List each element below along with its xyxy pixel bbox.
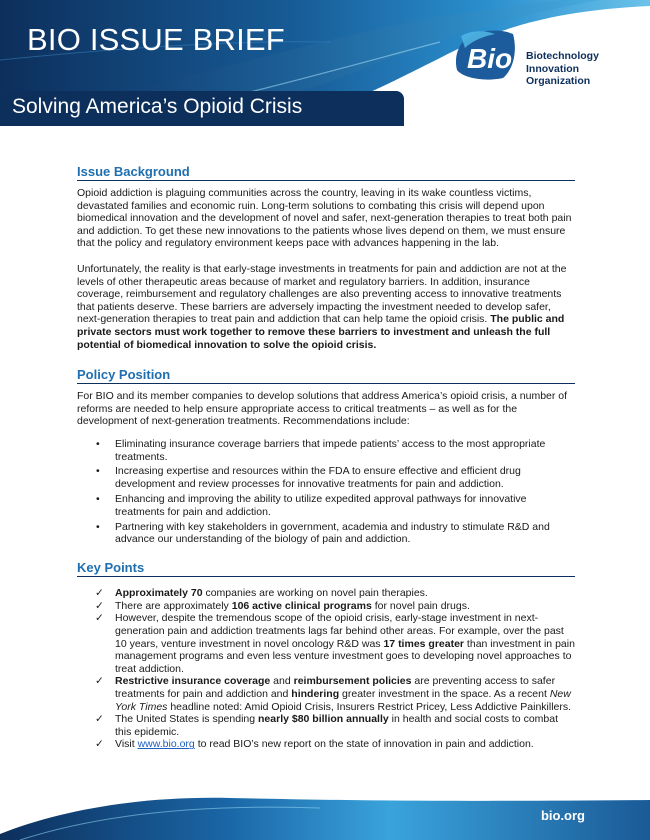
bullet-icon: • <box>96 437 100 450</box>
logo-line-2: Innovation <box>526 62 580 75</box>
footer-url: bio.org <box>540 808 585 823</box>
key-point-item <box>95 600 575 613</box>
brief-title: BIO ISSUE BRIEF <box>27 22 285 57</box>
checkmark-icon: ✓ <box>95 612 104 625</box>
list-item-text: Eliminating insurance coverage barriers that impede patients’ access to the most appropriate treatments. <box>115 437 546 463</box>
text: There are approximately <box>115 599 232 612</box>
bold-text: nearly $80 billion annually <box>258 713 389 726</box>
bold-text: 17 times greater <box>383 637 465 650</box>
text: are preventing access to safer treatments for pain and addiction and <box>115 675 556 700</box>
subtitle-bar <box>0 91 404 126</box>
list-item <box>77 465 575 490</box>
issue-background-paragraph-1: Opioid addiction is plaguing communities across the country, leaving in its wake countless victims, devastated families and economic ruin. Long-term solutions to combating this crisis will depend upon biomedical innovation and the development of novel and safer, next-generation therapies to treat both pain and addiction. To get these new innovations to the patients whose lives depend on them, we must ensure that the policy and regulatory environment keeps pace with advances happening in the lab. <box>77 187 572 250</box>
key-point-item <box>95 713 575 738</box>
key-point-item <box>95 738 575 751</box>
list-item <box>77 521 575 546</box>
bullet-icon: • <box>96 520 100 533</box>
list-item-text: Enhancing and improving the ability to utilize expedited approval pathways for innovative treatments for pain and addiction. <box>115 493 527 518</box>
list-item <box>77 493 575 518</box>
issue-background-heading: Issue Background <box>77 164 575 181</box>
bold-text: 106 active clinical programs <box>231 599 372 612</box>
logo-line-3: Organization <box>526 75 591 87</box>
text: than investment in pain management programs and even less venture investment goes to developing novel approaches to treat addiction. <box>115 637 575 675</box>
recommendations-list <box>77 438 575 546</box>
bio-website-link[interactable]: www.bio.org <box>137 738 195 751</box>
list-item <box>77 438 575 463</box>
text: to read BIO’s new report on the state of innovation in pain and addiction. <box>194 738 534 751</box>
text: headline noted: Amid Opioid Crisis, Insurers Restrict Pricey, Less Addictive Painkillers. <box>167 700 572 713</box>
text: The United States is spending <box>115 713 259 726</box>
list-item-text: Partnering with key stakeholders in government, academia and industry to stimulate R&D and advance our understanding of the biology of pain and addiction. <box>115 520 550 546</box>
issue-background-paragraph-2 <box>77 263 575 351</box>
main-content <box>77 164 575 751</box>
key-points-list <box>77 587 575 751</box>
key-point-item <box>95 612 575 675</box>
logo-line-1: Biotechnology <box>526 50 599 62</box>
key-points-heading: Key Points <box>77 560 575 577</box>
text: companies are working on novel pain therapies. <box>202 587 428 600</box>
page-title: Solving America’s Opioid Crisis <box>12 95 303 118</box>
bio-logo-mark-icon <box>455 28 517 80</box>
text: in health and social costs to combat this epidemic. <box>115 713 558 738</box>
key-point-item <box>95 587 575 600</box>
bio-logo <box>455 28 605 88</box>
bold-text: Restrictive insurance coverage <box>115 675 271 688</box>
key-point-item <box>95 675 575 713</box>
checkmark-icon: ✓ <box>95 738 104 751</box>
bullet-icon: • <box>96 493 100 506</box>
footer-banner <box>0 790 650 840</box>
checkmark-icon: ✓ <box>95 599 104 612</box>
policy-position-heading: Policy Position <box>77 367 575 384</box>
logo-wordmark <box>526 50 599 88</box>
text: for novel pain drugs. <box>371 599 470 612</box>
checkmark-icon: ✓ <box>95 675 104 688</box>
text: Visit <box>115 738 138 751</box>
paragraph-bold-text: The public and private sectors must work together to remove these barriers to investment and unleash the full potential of biomedical innovation to solve the opioid crisis. <box>77 313 565 351</box>
text: However, despite the tremendous scope of the opioid crisis, early-stage investment in next-generation pain and addiction treatments lags far behind other areas. For example, over the past 10 years, venture investment in novel oncology R&D was <box>115 612 564 650</box>
bold-text: reimbursement policies <box>293 675 412 688</box>
checkmark-icon: ✓ <box>95 587 104 600</box>
text: greater investment in the space. As a recent <box>339 687 550 700</box>
bold-text: hindering <box>291 687 340 700</box>
policy-position-intro: For BIO and its member companies to develop solutions that address America’s opioid crisis, a number of reforms are needed to help ensure appropriate access to critical treatments – as well as for the development of next-generation treatments. Recommendations include: <box>77 390 568 428</box>
italic-text: New York Times <box>115 687 571 713</box>
checkmark-icon: ✓ <box>95 713 104 726</box>
list-item-text: Increasing expertise and resources within the FDA to ensure effective and efficient drug development and review processes for innovative treatments for pain and addiction. <box>115 465 521 491</box>
svg-text:Bio: Bio <box>467 43 513 74</box>
bullet-icon: • <box>96 465 100 478</box>
text: and <box>270 675 294 688</box>
bold-text: Approximately 70 <box>115 587 203 600</box>
paragraph-text: Unfortunately, the reality is that early-stage investments in treatments for pain and addiction are not at the levels of other therapeutic areas because of market and regulatory barriers. In addition, insurance coverage, reimbursement and regulatory challenges are also preventing access to innovative treatments that patients deserve. These barriers are adversely impacting the investment needed to develop safer, next-generation therapies to treat pain and addiction that can help tame the opioid crisis. <box>77 262 567 326</box>
